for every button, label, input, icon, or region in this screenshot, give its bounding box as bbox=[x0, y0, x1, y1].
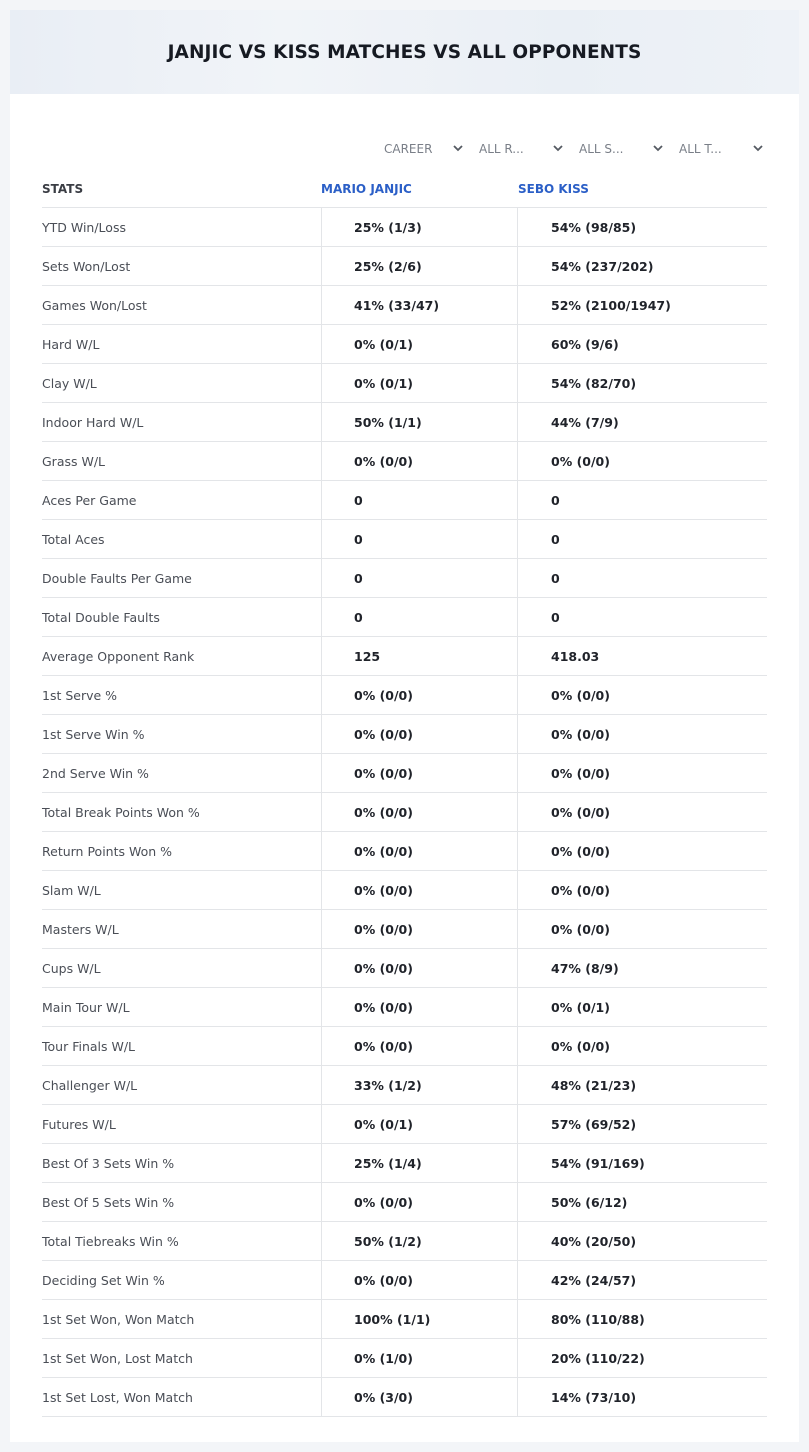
page-header bbox=[10, 10, 799, 94]
stat-label: Futures W/L bbox=[42, 1116, 116, 1132]
table-row bbox=[42, 403, 767, 442]
player1-value: 0 bbox=[321, 481, 518, 519]
table-row bbox=[42, 832, 767, 871]
filter-round-select[interactable] bbox=[479, 136, 564, 162]
player1-value: 0% (0/0) bbox=[321, 676, 518, 714]
table-row bbox=[42, 715, 767, 754]
player1-value: 0 bbox=[321, 559, 518, 597]
player1-value: 0% (0/1) bbox=[321, 364, 518, 402]
stat-label: Cups W/L bbox=[42, 960, 101, 976]
player2-value: 54% (237/202) bbox=[517, 247, 767, 285]
player2-value: 0% (0/0) bbox=[517, 793, 767, 831]
player2-value: 0% (0/0) bbox=[517, 910, 767, 948]
table-row bbox=[42, 988, 767, 1027]
filter-surface-select[interactable] bbox=[579, 136, 664, 162]
player2-value: 418.03 bbox=[517, 637, 767, 675]
player1-value: 0 bbox=[321, 598, 518, 636]
stat-label: Total Break Points Won % bbox=[42, 804, 200, 820]
player2-value: 54% (91/169) bbox=[517, 1144, 767, 1182]
player1-value: 0% (0/0) bbox=[321, 1027, 518, 1065]
page-title: JANJIC VS KISS MATCHES VS ALL OPPONENTS bbox=[167, 41, 642, 63]
filter-period-select[interactable] bbox=[384, 136, 464, 162]
table-row bbox=[42, 793, 767, 832]
player2-value: 0% (0/0) bbox=[517, 871, 767, 909]
stat-label: Total Tiebreaks Win % bbox=[42, 1233, 179, 1249]
table-row bbox=[42, 247, 767, 286]
stats-card bbox=[10, 10, 799, 1442]
player1-value: 25% (2/6) bbox=[321, 247, 518, 285]
table-row bbox=[42, 1378, 767, 1417]
player2-value: 0% (0/0) bbox=[517, 715, 767, 753]
player1-value: 0 bbox=[321, 520, 518, 558]
player2-value: 42% (24/57) bbox=[517, 1261, 767, 1299]
player2-value: 50% (6/12) bbox=[517, 1183, 767, 1221]
player1-value: 50% (1/2) bbox=[321, 1222, 518, 1260]
player2-value: 0% (0/0) bbox=[517, 676, 767, 714]
player2-value: 52% (2100/1947) bbox=[517, 286, 767, 324]
chevron-down-icon bbox=[652, 142, 664, 154]
player1-value: 0% (3/0) bbox=[321, 1378, 518, 1416]
player2-value: 44% (7/9) bbox=[517, 403, 767, 441]
table-row bbox=[42, 1066, 767, 1105]
player1-value: 0% (0/1) bbox=[321, 325, 518, 363]
player1-value: 125 bbox=[321, 637, 518, 675]
stat-label: YTD Win/Loss bbox=[42, 219, 126, 235]
player2-value: 0% (0/0) bbox=[517, 754, 767, 792]
player1-value: 50% (1/1) bbox=[321, 403, 518, 441]
table-row bbox=[42, 637, 767, 676]
player2-value: 0% (0/0) bbox=[517, 832, 767, 870]
column-header-player2-link[interactable]: SEBO KISS bbox=[518, 182, 589, 196]
stat-label: 1st Serve Win % bbox=[42, 726, 145, 742]
player2-value: 0% (0/0) bbox=[517, 442, 767, 480]
table-row bbox=[42, 325, 767, 364]
filter-tournament-label: ALL T... bbox=[679, 142, 722, 156]
player2-value: 0 bbox=[517, 481, 767, 519]
table-row bbox=[42, 1105, 767, 1144]
player2-value: 0 bbox=[517, 520, 767, 558]
stat-label: 1st Set Won, Won Match bbox=[42, 1311, 195, 1327]
stat-label: Sets Won/Lost bbox=[42, 258, 131, 274]
player1-value: 0% (0/0) bbox=[321, 988, 518, 1026]
filter-surface-label: ALL S... bbox=[579, 142, 624, 156]
stat-label: Aces Per Game bbox=[42, 492, 137, 508]
table-row bbox=[42, 1261, 767, 1300]
table-row bbox=[42, 1183, 767, 1222]
stat-label: Hard W/L bbox=[42, 336, 100, 352]
player1-value: 0% (0/0) bbox=[321, 832, 518, 870]
player1-value: 41% (33/47) bbox=[321, 286, 518, 324]
player2-value: 0% (0/1) bbox=[517, 988, 767, 1026]
player1-value: 25% (1/3) bbox=[321, 208, 518, 246]
player1-value: 0% (0/0) bbox=[321, 442, 518, 480]
stat-label: Return Points Won % bbox=[42, 843, 173, 859]
player1-value: 0% (0/0) bbox=[321, 871, 518, 909]
stat-label: Clay W/L bbox=[42, 375, 97, 391]
player2-value: 80% (110/88) bbox=[517, 1300, 767, 1338]
table-row bbox=[42, 871, 767, 910]
column-header-player1-link[interactable]: MARIO JANJIC bbox=[321, 182, 412, 196]
player1-value: 0% (0/1) bbox=[321, 1105, 518, 1143]
stat-label: Challenger W/L bbox=[42, 1077, 138, 1093]
chevron-down-icon bbox=[552, 142, 564, 154]
stat-label: Average Opponent Rank bbox=[42, 648, 195, 664]
stat-label: 2nd Serve Win % bbox=[42, 765, 149, 781]
stat-label: Indoor Hard W/L bbox=[42, 414, 144, 430]
player1-value: 0% (0/0) bbox=[321, 1183, 518, 1221]
stats-table bbox=[42, 166, 767, 1417]
table-row bbox=[42, 598, 767, 637]
filter-round-label: ALL R... bbox=[479, 142, 524, 156]
table-row bbox=[42, 676, 767, 715]
table-row bbox=[42, 1339, 767, 1378]
table-row bbox=[42, 208, 767, 247]
player1-value: 0% (0/0) bbox=[321, 715, 518, 753]
table-row bbox=[42, 1144, 767, 1183]
table-row bbox=[42, 364, 767, 403]
player2-value: 54% (98/85) bbox=[517, 208, 767, 246]
player1-value: 0% (0/0) bbox=[321, 1261, 518, 1299]
stat-label: Best Of 3 Sets Win % bbox=[42, 1155, 175, 1171]
player1-value: 100% (1/1) bbox=[321, 1300, 518, 1338]
player2-value: 47% (8/9) bbox=[517, 949, 767, 987]
stat-label: Deciding Set Win % bbox=[42, 1272, 165, 1288]
stat-label: 1st Set Won, Lost Match bbox=[42, 1350, 193, 1366]
player2-value: 0 bbox=[517, 559, 767, 597]
player1-value: 0% (0/0) bbox=[321, 910, 518, 948]
player2-value: 40% (20/50) bbox=[517, 1222, 767, 1260]
table-row bbox=[42, 1222, 767, 1261]
player1-value: 0% (1/0) bbox=[321, 1339, 518, 1377]
stat-label: Best Of 5 Sets Win % bbox=[42, 1194, 175, 1210]
stat-label: Main Tour W/L bbox=[42, 999, 130, 1015]
player1-value: 33% (1/2) bbox=[321, 1066, 518, 1104]
player2-value: 54% (82/70) bbox=[517, 364, 767, 402]
player1-value: 0% (0/0) bbox=[321, 793, 518, 831]
table-header bbox=[42, 166, 767, 208]
player1-value: 25% (1/4) bbox=[321, 1144, 518, 1182]
chevron-down-icon bbox=[752, 142, 764, 154]
table-row bbox=[42, 520, 767, 559]
player1-value: 0% (0/0) bbox=[321, 949, 518, 987]
table-row bbox=[42, 442, 767, 481]
table-body bbox=[42, 208, 767, 1417]
stat-label: 1st Serve % bbox=[42, 687, 118, 703]
player1-value: 0% (0/0) bbox=[321, 754, 518, 792]
stat-label: Total Aces bbox=[42, 531, 105, 547]
table-row bbox=[42, 949, 767, 988]
table-row bbox=[42, 481, 767, 520]
stat-label: 1st Set Lost, Won Match bbox=[42, 1389, 193, 1405]
stat-label: Grass W/L bbox=[42, 453, 106, 469]
stat-label: Double Faults Per Game bbox=[42, 570, 192, 586]
filter-tournament-select[interactable] bbox=[679, 136, 764, 162]
stat-label: Games Won/Lost bbox=[42, 297, 147, 313]
stat-label: Masters W/L bbox=[42, 921, 119, 937]
chevron-down-icon bbox=[452, 142, 464, 154]
table-row bbox=[42, 1027, 767, 1066]
stat-label: Tour Finals W/L bbox=[42, 1038, 136, 1054]
table-row bbox=[42, 910, 767, 949]
player2-value: 14% (73/10) bbox=[517, 1378, 767, 1416]
player2-value: 0% (0/0) bbox=[517, 1027, 767, 1065]
filter-bar bbox=[10, 136, 799, 162]
table-row bbox=[42, 286, 767, 325]
table-row bbox=[42, 559, 767, 598]
player2-value: 0 bbox=[517, 598, 767, 636]
stat-label: Total Double Faults bbox=[42, 609, 160, 625]
player2-value: 48% (21/23) bbox=[517, 1066, 767, 1104]
stat-label: Slam W/L bbox=[42, 882, 101, 898]
column-header-stats: STATS bbox=[42, 182, 84, 196]
filter-period-label: CAREER bbox=[384, 142, 433, 156]
player2-value: 57% (69/52) bbox=[517, 1105, 767, 1143]
table-row bbox=[42, 1300, 767, 1339]
player2-value: 20% (110/22) bbox=[517, 1339, 767, 1377]
table-row bbox=[42, 754, 767, 793]
player2-value: 60% (9/6) bbox=[517, 325, 767, 363]
